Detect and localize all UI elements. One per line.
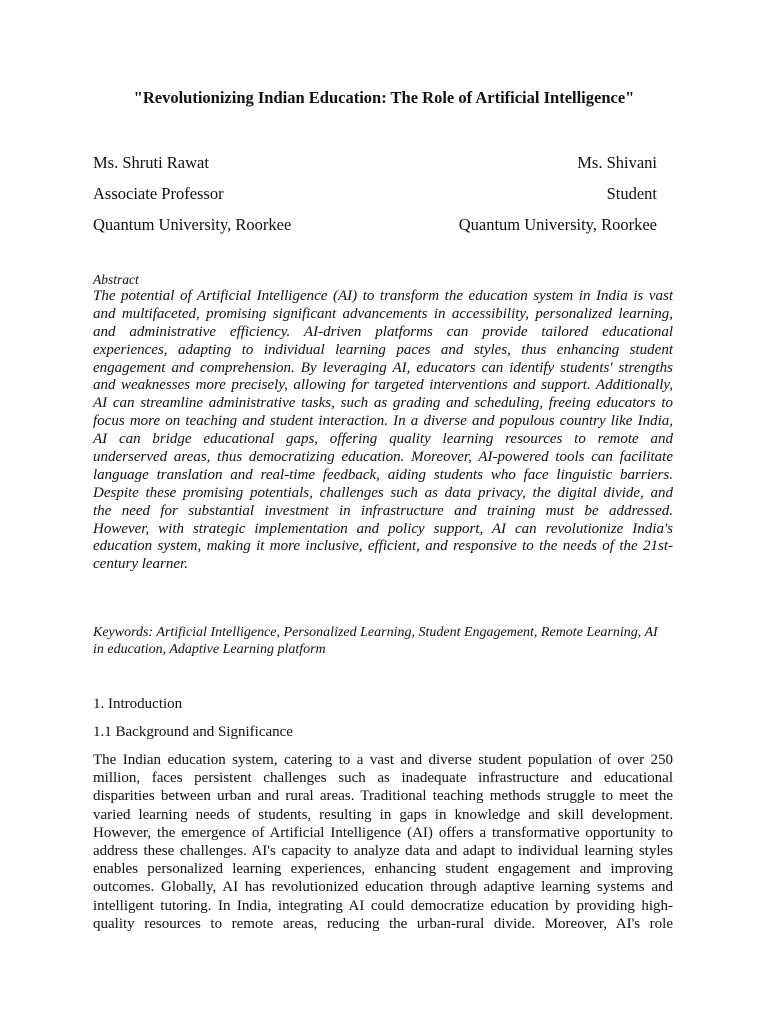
text-line: language translation and real-time feedback, aiding students who face linguistic barriers. — [93, 466, 673, 483]
text-line: Keywords: Artificial Intelligence, Personalized Learning, Student Engagement, Remote Learning, AI — [93, 625, 658, 640]
subsection-heading: 1.1 Background and Significance — [93, 724, 293, 740]
text-line: million, faces persistent challenges such as inadequate infrastructure and educational — [93, 770, 673, 787]
author-2-affiliation: Quantum University, Roorkee — [458, 215, 657, 234]
text-line: and weaknesses more precisely, allowing for targeted interventions and support. Additionally, — [93, 377, 673, 394]
author-1-name: Ms. Shruti Rawat — [93, 153, 209, 172]
text-line: underserved areas, thus democratizing education. Moreover, AI-powered tools can facilitate — [93, 449, 673, 466]
text-line: the need for substantial investment in infrastructure and training must be addressed. — [93, 502, 673, 519]
text-line: experiences, adapting to individual learning paces and styles, thus enhancing student — [93, 341, 673, 358]
author-1 — [93, 147, 291, 240]
author-1-role: Associate Professor — [93, 184, 224, 203]
keywords — [93, 625, 673, 658]
abstract-label: Abstract — [93, 272, 139, 287]
text-line: varied learning needs of students, resulting in gaps in knowledge and skill development. — [93, 806, 673, 823]
paper-title: "Revolutionizing Indian Education: The Role of Artificial Intelligence" — [133, 88, 635, 107]
text-line: AI can streamline administrative tasks, such as grading and scheduling, freeing educators to — [93, 395, 673, 412]
intro-paragraph — [93, 751, 673, 933]
text-line: education system, making it more inclusive, efficient, and responsive to the needs of the 21st- — [93, 538, 673, 555]
text-line: and administrative efficiency. AI-driven platforms can provide tailored educational — [93, 323, 673, 340]
author-2 — [459, 147, 657, 240]
abstract-text — [93, 288, 673, 574]
author-2-role: Student — [606, 184, 657, 203]
text-line: The Indian education system, catering to a vast and diverse student population of over 250 — [93, 752, 673, 768]
section-heading: 1. Introduction — [93, 696, 183, 712]
text-line: disparities between urban and rural areas. Traditional teaching methods struggle to meet the — [93, 788, 673, 805]
text-line: quality resources to remote areas, reducing the urban-rural divide. Moreover, AI's role — [93, 915, 673, 932]
text-line: However, the emergence of Artificial Intelligence (AI) offers a transformative opportunity to — [93, 824, 673, 841]
text-line: address these challenges. AI's capacity to analyze data and adapt to individual learning styles — [93, 842, 673, 859]
text-line: outcomes. Globally, AI has revolutionized education through adaptive learning systems and — [93, 879, 673, 896]
text-line: engagement and comprehension. By leveraging AI, educators can identify students' strengths — [93, 359, 673, 376]
text-line: in education, Adaptive Learning platform — [93, 641, 326, 657]
text-line: intelligent tutoring. In India, integrating AI could democratize education by providing high- — [93, 897, 673, 914]
text-line: enables personalized learning experiences, enhancing student engagement and improving — [93, 861, 673, 878]
text-line: focus more on teaching and student interaction. In a diverse and populous country like India, — [93, 413, 673, 430]
text-line: and multifaceted, promising significant advancements in accessibility, personalized learning, — [93, 305, 673, 322]
text-line: The potential of Artificial Intelligence (AI) to transform the education system in India is vast — [93, 288, 673, 304]
text-line: Despite these promising potentials, challenges such as data privacy, the digital divide, and — [93, 484, 673, 501]
author-2-name: Ms. Shivani — [577, 153, 657, 172]
text-line: century learner. — [93, 556, 188, 573]
author-1-affiliation: Quantum University, Roorkee — [93, 215, 292, 234]
text-line: However, with strategic implementation and policy support, AI can revolutionize India's — [93, 520, 673, 537]
text-line: AI can bridge educational gaps, offering quality learning resources to remote and — [93, 431, 673, 448]
